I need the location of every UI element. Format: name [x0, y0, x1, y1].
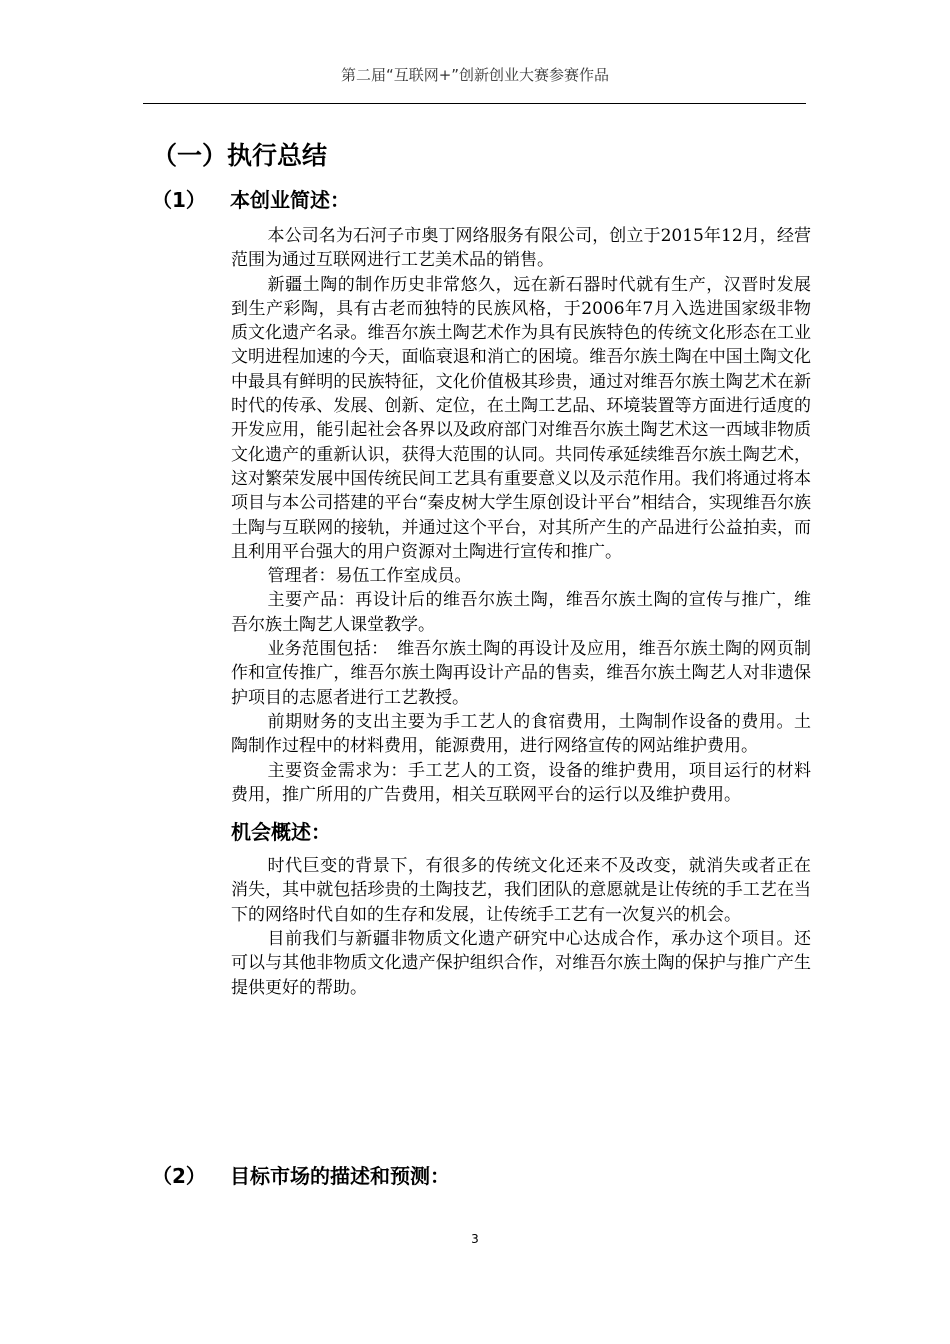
paragraph: 前期财务的支出主要为手工艺人的食宿费用，土陶制作设备的费用。土陶制作过程中的材料费用，能源费用，进行网络宣传的网站维护费用。 — [231, 711, 811, 757]
page-number: 3 — [471, 1232, 479, 1246]
paragraph: 业务范围包括： 维吾尔族土陶的再设计及应用，维吾尔族土陶的网页制作和宣传推广，维吾尔族土陶再设计产品的售卖，维吾尔族土陶艺人对非遗保护项目的志愿者进行工艺教授。 — [231, 639, 811, 708]
opportunity-heading: 机会概述： — [231, 820, 331, 845]
subsection-title-2: 目标市场的描述和预测： — [230, 1164, 450, 1188]
body-text — [231, 224, 811, 1000]
page-header: 第二届“互联网+”创新创业大赛参赛作品 — [340, 66, 610, 84]
paragraph: 时代巨变的背景下，有很多的传统文化还来不及改变，就消失或者正在消失，其中就包括珍贵的土陶技艺，我们团队的意愿就是让传统的手工艺在当下的网络时代自如的生存和发展，让传统手工艺有一次复兴的机会。 — [231, 856, 811, 925]
subsection-title-1: 本创业简述： — [230, 188, 350, 212]
subsection-number-1: （1） — [152, 188, 206, 212]
paragraph: 本公司名为石河子市奥丁网络服务有限公司，创立于2015年12月，经营范围为通过互联网进行工艺美术品的销售。 — [231, 226, 811, 271]
subsection-number-2: （2） — [152, 1164, 206, 1188]
paragraph: 主要资金需求为：手工艺人的工资，设备的维护费用，项目运行的材料费用，推广所用的广告费用，相关互联网平台的运行以及维护费用。 — [231, 760, 811, 805]
paragraph: 主要产品：再设计后的维吾尔族土陶，维吾尔族土陶的宣传与推广，维吾尔族土陶艺人课堂教学。 — [231, 590, 811, 635]
section-title: （一）执行总结 — [152, 141, 328, 170]
paragraph: 管理者：易伍工作室成员。 — [267, 566, 472, 587]
header-divider — [143, 103, 806, 104]
paragraph: 新疆土陶的制作历史非常悠久，远在新石器时代就有生产，汉晋时发展到生产彩陶，具有古老而独特的民族风格，于2006年7月入选进国家级非物质文化遗产名录。维吾尔族土陶艺术作为具有民族特色的传统文化形态在工业文明进程加速的今天，面临衰退和消亡的困境。维吾尔族土陶在中国土陶文化中最具有鲜明的民族特征，文化价值极其珍贵，通过对维吾尔族土陶艺术在新时代的传承、发展、创新、定位，在土陶工艺品、环境装置等方面进行适度的开发应用，能引起社会各界以及政府部门对维吾尔族土陶艺术这一西域非物质文化遗产的重新认识，获得大范围的认同。共同传承延续维吾尔族土陶艺术，这对繁荣发展中国传统民间工艺具有重要意义以及示范作用。我们将通过将本项目与本公司搭建的平台“秦皮树大学生原创设计平台”相结合，实现维吾尔族土陶与互联网的接轨，并通过这个平台，对其所产生的产品进行公益拍卖，而且利用平台强大的用户资源对土陶进行宣传和推广。 — [231, 274, 811, 562]
paragraph: 目前我们与新疆非物质文化遗产研究中心达成合作，承办这个项目。还可以与其他非物质文化遗产保护组织合作，对维吾尔族土陶的保护与推广产生提供更好的帮助。 — [231, 929, 811, 998]
